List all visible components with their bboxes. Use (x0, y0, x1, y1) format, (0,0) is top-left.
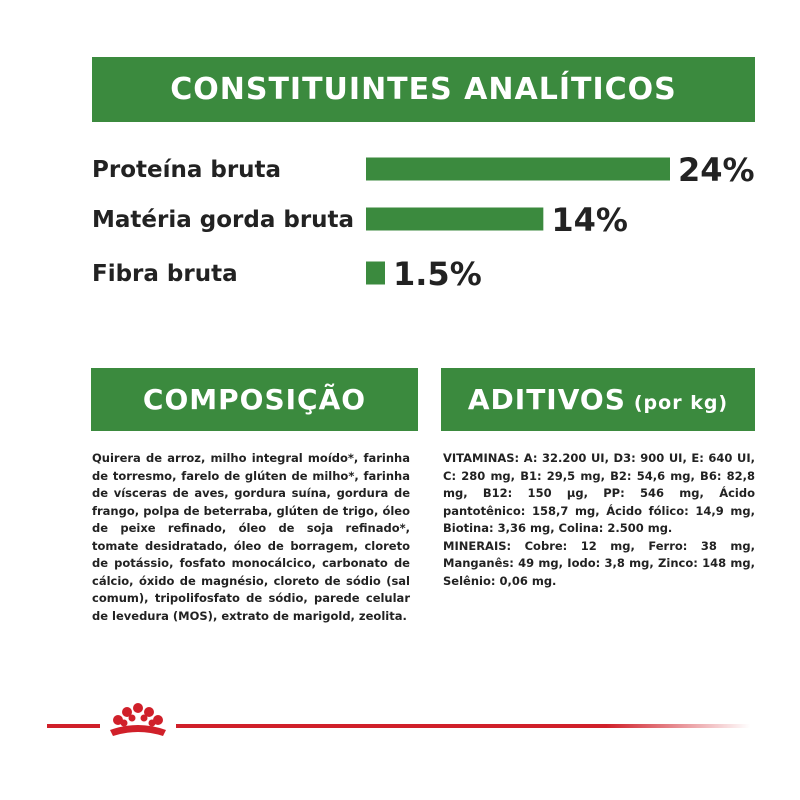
value-label: 24% (678, 151, 755, 189)
bar (366, 262, 385, 285)
analytic-constituents-header (92, 57, 755, 122)
composition-header (91, 368, 418, 431)
category-label: Proteína bruta (92, 157, 282, 183)
category-label: Fibra bruta (92, 261, 238, 287)
composition-text: Quirera de arroz, milho integral moído*, farinha de torresmo, farelo de glúten de milho*, farinha de vísceras de aves, gordura suína, gordura de frango, polpa de beterraba, glúten de trigo, óleo de peixe refinado, óleo de soja refinado*, tomate desidratado, óleo de borragem, cloreto de potássio, fosfato monocálcico, carbonato de cálcio, óxido de magnésio, cloreto de sódio (sal comum), tripolifosfato de sódio, parede celular de levedura (MOS), extrato de marigold, zeolita. (92, 451, 410, 623)
additives-header (441, 368, 755, 431)
footer-brand-bar (0, 690, 800, 750)
bar (366, 158, 670, 181)
additives-unit: (por kg) (633, 391, 729, 414)
additives-text (443, 450, 755, 590)
crown-icon (110, 703, 166, 736)
footer-red-line-left (47, 724, 100, 728)
minerals-text: MINERAIS: Cobre: 12 mg, Ferro: 38 mg, Manganês: 49 mg, Iodo: 3,8 mg, Zinco: 148 mg, Selênio: 0,06 mg. (443, 538, 755, 588)
value-label: 14% (551, 201, 628, 239)
analytic-constituents-title: CONSTITUINTES ANALÍTICOS (170, 72, 677, 107)
additives-title: ADITIVOS (467, 383, 626, 416)
footer-red-line-right (176, 724, 750, 728)
category-label: Matéria gorda bruta (92, 207, 355, 233)
composition-title: COMPOSIÇÃO (142, 383, 367, 416)
nutrient-bar-chart (0, 140, 800, 310)
bar (366, 208, 543, 231)
value-label: 1.5% (393, 255, 482, 293)
vitamins-text: VITAMINAS: A: 32.200 UI, D3: 900 UI, E: 640 UI, C: 280 mg, B1: 29,5 mg, B2: 54,6 mg, B6: 82,8 mg, B12: 150 µg, PP: 546 mg, Ácido pantotênico: 158,7 mg, Ácido fólico: 14,9 mg, Biotina: 3,36 mg, Colina: 2.500 mg. (443, 451, 755, 535)
